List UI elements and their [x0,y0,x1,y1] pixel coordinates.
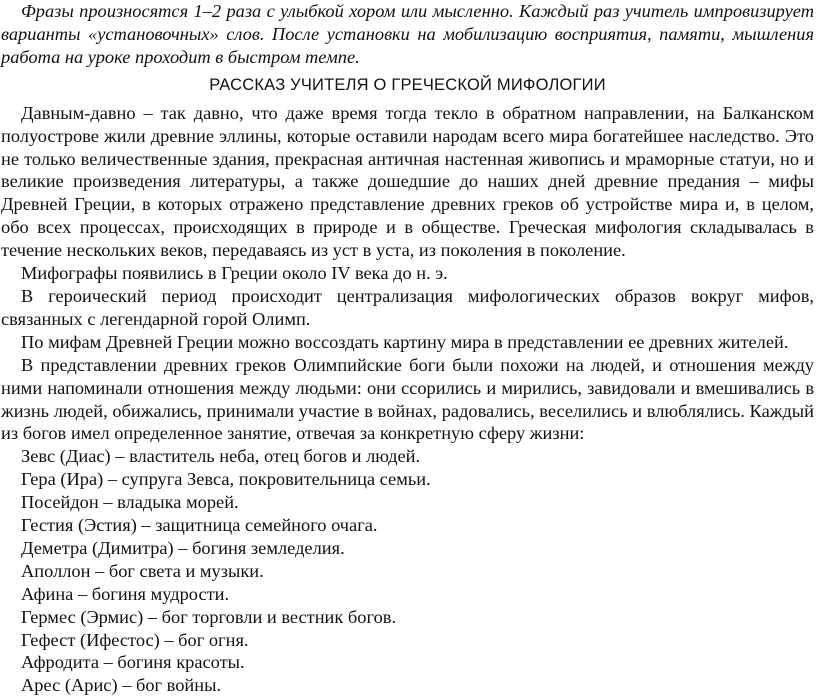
god-list-item-hermes: Гермес (Эрмис) – бог торговли и вестник богов. [21,606,397,627]
god-list-item-zeus: Зевс (Диас) – властитель неба, отец богов и людей. [21,446,421,467]
god-list-item-aphrodite: Афродита – богиня красоты. [21,652,245,673]
paragraph-mythographers: Мифографы появились в Греции около IV века до н. э. [21,263,448,284]
paragraph-olympian-gods: В представлении древних греков Олимпийские боги были похожи на людей, и отношения между ними напоминали отношения между людьми: они ссорились и мирились, завидовали и вмешивались в жизнь людей, обижались, принимали участие в войнах, радовались, веселились и влюблялись. Каждый из богов имел определенное занятие, отвечая за конкретную сферу жизни: [1,354,814,444]
god-list-item-ares: Арес (Арис) – бог войны. [21,675,222,696]
god-list-item-hestia: Гестия (Эстия) – защитница семейного очага. [21,515,378,536]
god-list-item-hera: Гера (Ира) – супруга Зевса, покровительница семьи. [21,469,431,490]
paragraph-heroic-period: В героический период происходит централизация мифологических образов вокруг мифов, связанных с легендарной горой Олимп. [1,285,814,329]
paragraph-history: Давным-давно – так давно, что даже время тогда текло в обратном направлении, на Балканском полуострове жили древние эллины, которые оставили народам всего мира богатейшее наследство. Это не только величественные здания, прекрасная античная настенная живопись и мраморные статуи, но и великие произведения литературы, а также дошедшие до наших дней древние предания – мифы Древней Греции, в которых отражено представление древних греков об устройстве мира и, в целом, обо всех процессах, происходящих в природе и в обществе. Греческая мифология складывалась в течение нескольких веков, передаваясь из уст в уста, из поколения в поколение. [1,102,814,261]
god-list-item-poseidon: Посейдон – владыка морей. [21,492,239,513]
intro-paragraph: Фразы произносятся 1–2 раза с улыбкой хором или мысленно. Каждый раз учитель импровизирует варианты «установочных» слов. После установки на мобилизацию восприятия, памяти, мышления работа на уроке проходит в быстром темпе. [1,1,814,67]
god-list-item-hephaestus: Гефест (Ифестос) – бог огня. [21,629,249,650]
god-list-item-apollo: Аполлон – бог света и музыки. [21,560,264,581]
paragraph-world-picture: По мифам Древней Греции можно воссоздать картину мира в представлении ее древних жителей. [21,331,789,352]
god-list-item-athena: Афина – богиня мудрости. [21,583,230,604]
god-list-item-demeter: Деметра (Димитра) – богиня земледелия. [21,537,345,558]
section-heading: РАССКАЗ УЧИТЕЛЯ О ГРЕЧЕСКОЙ МИФОЛОГИИ [209,75,606,94]
